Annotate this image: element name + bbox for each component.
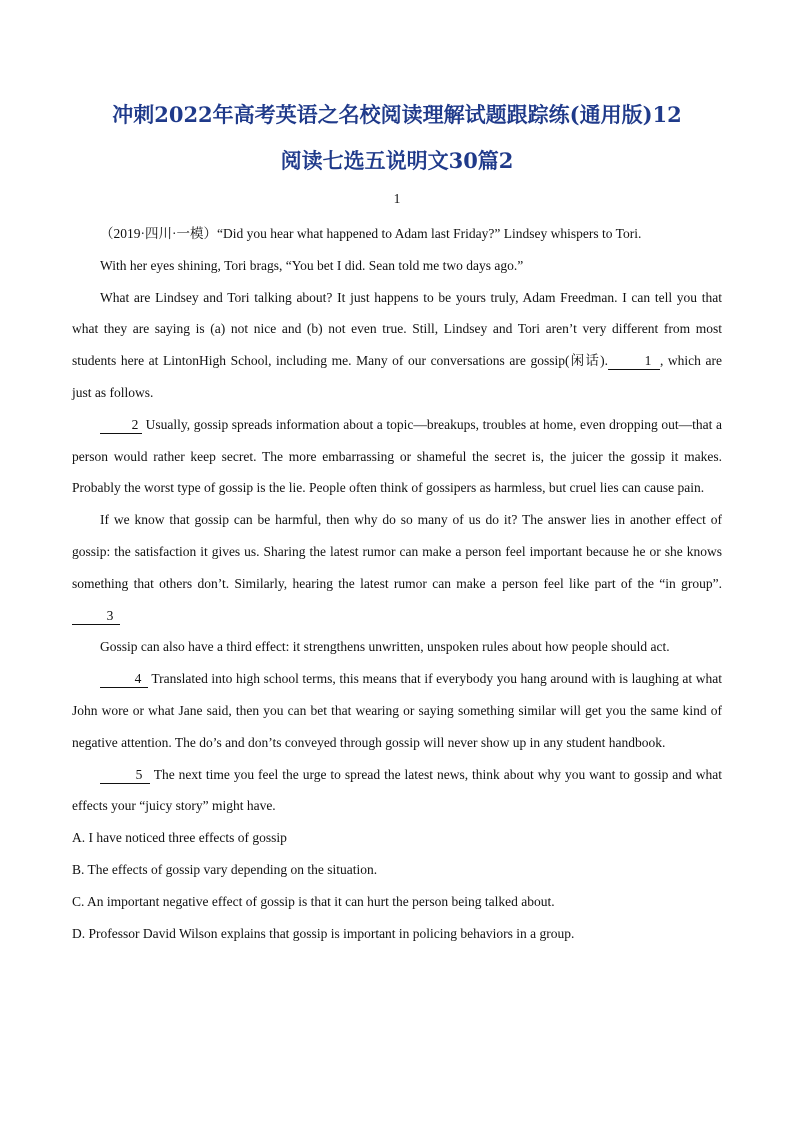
paragraph-4 — [72, 409, 722, 504]
paragraph-7-text: Translated into high school terms, this means that if everybody you hang around with is laughing at what John wore or what Jane said, then you can bet that wearing or saying something similar will get you the same kind of negative attention. The do’s and don’ts conveyed through gossip will never show up in any student handbook. — [72, 671, 722, 750]
paragraph-3 — [72, 282, 722, 409]
option-d: D. Professor David Wilson explains that gossip is important in policing behaviors in a group. — [72, 925, 575, 941]
blank-5[interactable]: 5 — [100, 767, 150, 784]
blank-2[interactable]: 2 — [100, 417, 142, 434]
paragraph-2: With her eyes shining, Tori brags, “You bet I did. Sean told me two days ago.” — [100, 257, 524, 273]
passage-number: 1 — [393, 191, 401, 206]
option-a: A. I have noticed three effects of gossip — [72, 830, 287, 846]
title-line-2: 阅读七选五说明文30篇2 — [280, 148, 514, 173]
paragraph-8 — [72, 759, 722, 823]
document-title — [72, 92, 722, 184]
paragraph-5-text: If we know that gossip can be harmful, then why do so many of us do it? The answer lies in another effect of gossip: the satisfaction it gives us. Sharing the latest rumor can make a person feel important because he or she knows something that others don’t. Similarly, hearing the latest rumor can make a person feel like part of the “in group”. — [72, 512, 722, 591]
paragraph-3-tail: , which are just as follows. — [72, 353, 722, 400]
paragraph-4-text: Usually, gossip spreads information about a topic—breakups, troubles at home, even dropping out—that a person would rather keep secret. The more embarrassing or shameful the secret is, the juicer the gossip it makes. Probably the worst type of gossip is the lie. People often think of gossipers as harmless, but cruel lies can cause pain. — [72, 416, 722, 496]
option-b: B. The effects of gossip vary depending on the situation. — [72, 861, 378, 877]
paragraph-6: Gossip can also have a third effect: it strengthens unwritten, unspoken rules about how people should act. — [100, 639, 670, 655]
paragraph-8-text: The next time you feel the urge to spread the latest news, think about why you want to gossip and what effects your “juicy story” might have. — [72, 766, 722, 814]
option-c: C. An important negative effect of gossip is that it can hurt the person being talked about. — [72, 893, 555, 909]
blank-1[interactable]: 1 — [608, 353, 660, 370]
title-line-1: 冲刺2022年高考英语之名校阅读理解试题跟踪练(通用版)12 — [112, 102, 682, 127]
paragraph-1: （2019·四川·一模）“Did you hear what happened to Adam last Friday?” Lindsey whispers to Tori. — [100, 226, 642, 241]
paragraph-3-text: What are Lindsey and Tori talking about? It just happens to be yours truly, Adam Freedman. I can tell you that what they are saying is (a) not nice and (b) not even true. Still, Lindsey and Tori aren’t very different from most students here at LintonHigh School, including me. Many of our conversations are gossip(闲话). — [72, 289, 722, 369]
passage-body — [72, 218, 722, 822]
blank-4[interactable]: 4 — [100, 671, 148, 688]
paragraph-5 — [72, 504, 722, 631]
paragraph-7 — [72, 663, 722, 758]
answer-options — [72, 822, 722, 949]
blank-3[interactable]: 3 — [72, 608, 120, 625]
